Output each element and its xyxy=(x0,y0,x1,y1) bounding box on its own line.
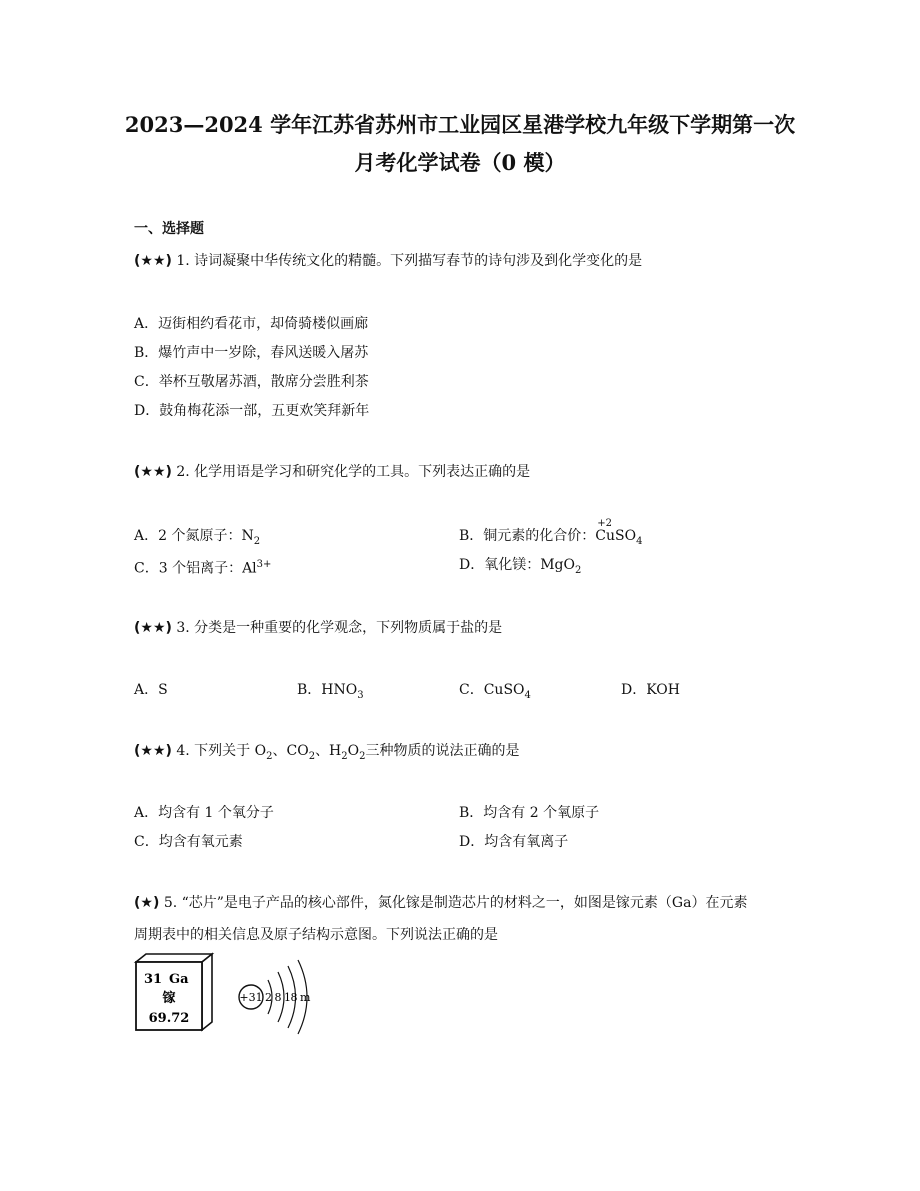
question-text: 、H xyxy=(315,743,342,759)
question-text: 4. 下列关于 O xyxy=(176,743,267,759)
question-3-stem xyxy=(134,618,502,638)
q3-option-b xyxy=(297,680,364,702)
question-text: 三种物质的说法正确的是 xyxy=(365,743,520,759)
q4-option-b: B．均含有 2 个氧原子 xyxy=(459,805,600,821)
element-symbol: Ga xyxy=(169,972,189,987)
q4-option-a: A．均含有 1 个氧分子 xyxy=(134,805,274,821)
q3-option-d: D．KOH xyxy=(621,682,680,698)
electron-shells: 2 8 18 m xyxy=(265,991,310,1004)
atomic-number: 31 xyxy=(144,972,163,987)
question-text: 2. 化学用语是学习和研究化学的工具。下列表达正确的是 xyxy=(176,464,531,480)
question-1-stem xyxy=(134,251,642,271)
nuclear-charge: +31 xyxy=(239,991,263,1004)
option-text: C．3 个铝离子：Al xyxy=(134,560,257,577)
q3-option-c xyxy=(459,680,531,702)
q2-option-a xyxy=(134,526,260,548)
option-text: C．CuSO xyxy=(459,682,525,698)
element-tile xyxy=(136,954,212,1030)
exam-title-line2: 月考化学试卷（0 模） xyxy=(354,150,566,175)
difficulty-stars: (★★) xyxy=(134,253,172,269)
question-text: 、CO xyxy=(272,743,309,759)
gallium-figure xyxy=(132,952,322,1036)
option-text: D．氧化镁：MgO xyxy=(459,557,575,573)
atomic-mass: 69.72 xyxy=(148,1011,190,1026)
subscript: 3 xyxy=(357,690,364,701)
question-text: 5. “芯片”是电子产品的核心部件，氮化镓是制造芯片的材料之一，如图是镓元素（Ga）在元素 xyxy=(163,895,748,911)
question-4-stem xyxy=(134,741,520,763)
q4-option-c: C．均含有氧元素 xyxy=(134,834,243,850)
q2-option-d xyxy=(459,555,581,577)
question-text: 3. 分类是一种重要的化学观念，下列物质属于盐的是 xyxy=(176,620,503,636)
q1-option-b: B．爆竹声中一岁除，春风送暖入屠苏 xyxy=(134,345,369,361)
subscript: 2 xyxy=(308,751,316,762)
exam-title-line1: 2023—2024 学年江苏省苏州市工业园区星港学校九年级下学期第一次 xyxy=(124,112,796,137)
question-5-stem-line2: 周期表中的相关信息及原子结构示意图。下列说法正确的是 xyxy=(134,927,498,943)
option-text: A．2 个氮原子：N xyxy=(134,528,254,544)
difficulty-stars: (★) xyxy=(134,895,160,911)
subscript: 4 xyxy=(636,536,643,547)
subscript: 2 xyxy=(341,751,348,762)
q1-option-c: C．举杯互敬屠苏酒，散席分尝胜利茶 xyxy=(134,374,369,390)
question-2-stem xyxy=(134,462,530,482)
formula: CuSO xyxy=(595,528,637,544)
atomic-structure-diagram xyxy=(239,960,311,1034)
superscript: 3+ xyxy=(256,559,272,570)
subscript: 2 xyxy=(359,751,366,762)
subscript: 4 xyxy=(524,690,531,701)
q4-option-d: D．均含有氧离子 xyxy=(459,834,569,850)
section-heading: 一、选择题 xyxy=(134,221,204,237)
question-text: 1. 诗词凝聚中华传统文化的精髓。下列描写春节的诗句涉及到化学变化的是 xyxy=(176,253,643,269)
q2-option-b xyxy=(459,518,643,548)
difficulty-stars: (★★) xyxy=(134,464,172,480)
q1-option-a: A．迈街相约看花市，却倚骑楼似画廊 xyxy=(134,316,369,332)
subscript: 2 xyxy=(253,536,261,547)
q3-option-a: A．S xyxy=(134,682,168,698)
difficulty-stars: (★★) xyxy=(134,743,172,759)
subscript: 2 xyxy=(266,751,273,762)
option-text: B．铜元素的化合价： xyxy=(459,528,596,544)
difficulty-stars: (★★) xyxy=(134,620,172,636)
oxidation-number: +2 xyxy=(597,518,613,529)
subscript: 2 xyxy=(575,565,582,576)
question-5-stem xyxy=(134,893,747,913)
valence-formula xyxy=(595,518,637,546)
element-name: 镓 xyxy=(162,991,176,1006)
option-text: B．HNO xyxy=(297,682,358,698)
q1-option-d: D．鼓角梅花添一部，五更欢笑拜新年 xyxy=(134,403,370,419)
question-text: O xyxy=(347,743,360,759)
q2-option-c xyxy=(134,555,271,579)
